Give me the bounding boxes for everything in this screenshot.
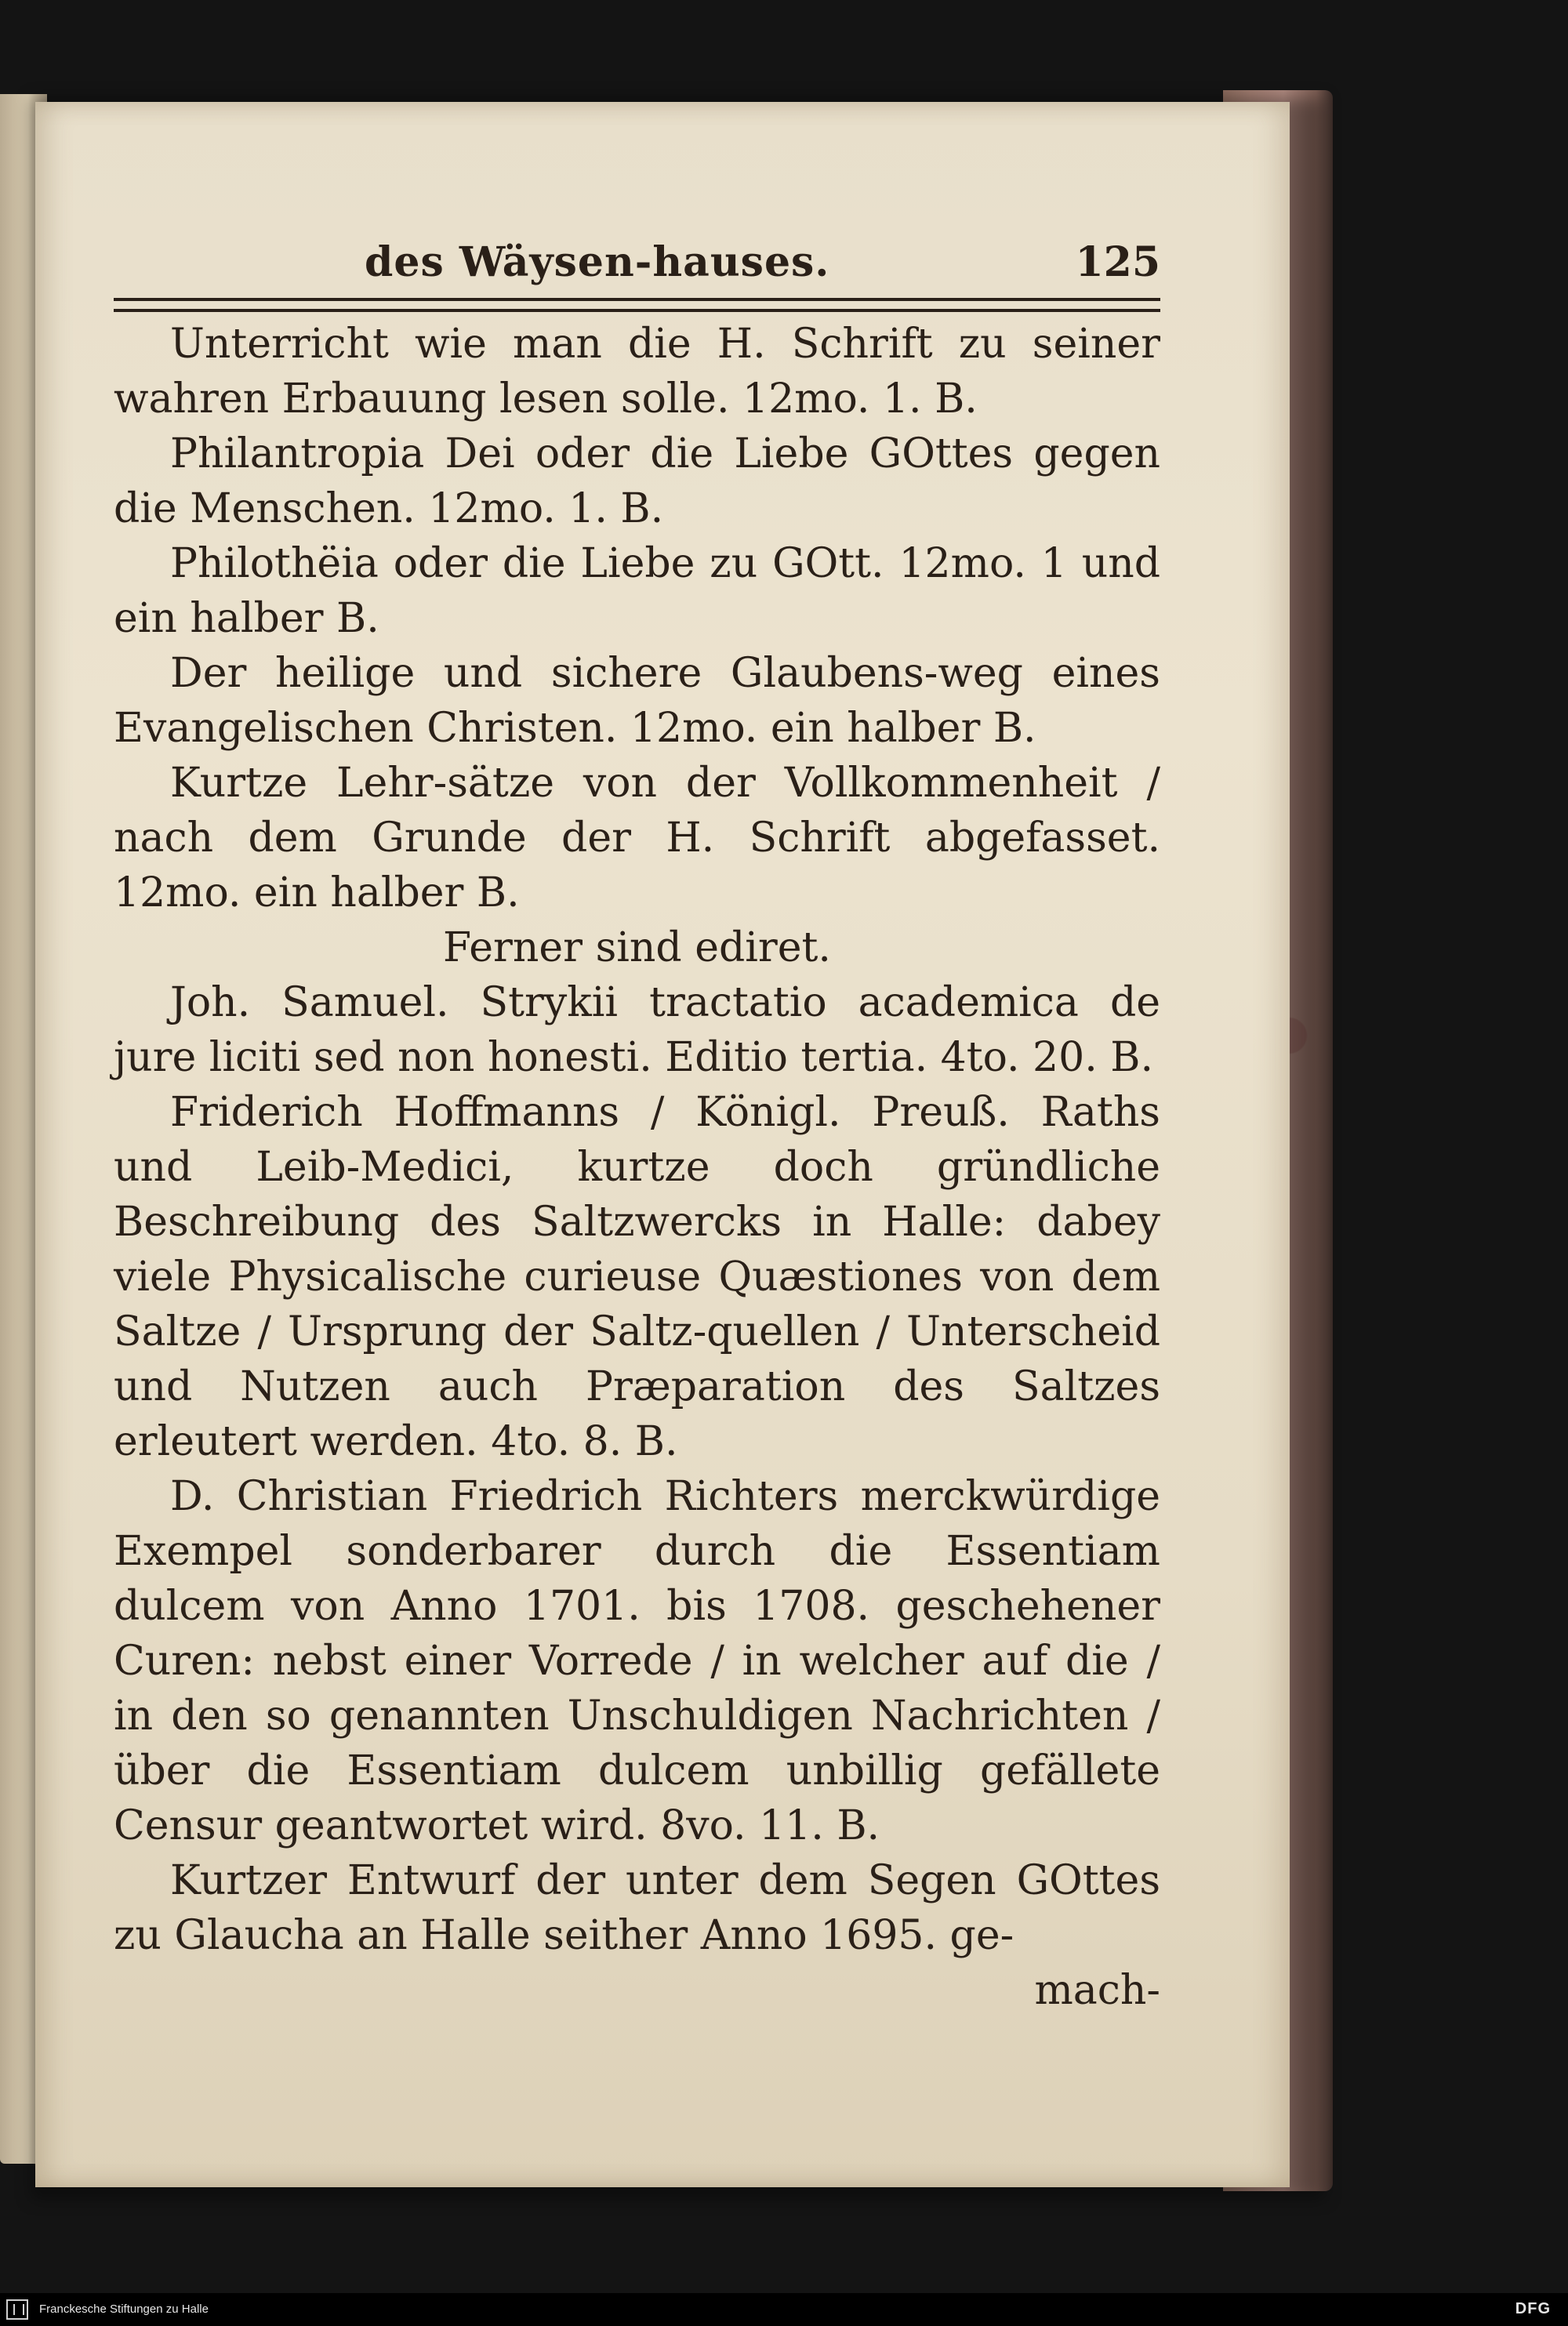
- entry-hoffmann: Friderich Hoffmanns / Königl. Preuß. Raths und Leib-Medici, kurtze doch gründliche Beschreibung des Saltzwercks in Halle: dabey viele Physicalische curieuse Quæstiones von dem Saltze / Ursprung der Saltz-quellen / Unterscheid und Nutzen auch Præparation des Saltzes erleutert werden. 4to. 8. B.: [114, 1089, 1160, 1465]
- footer-bar: [0, 2293, 1568, 2326]
- entry-unterricht: Unterricht wie man die H. Schrift zu seiner wahren Erbauung lesen solle. 12mo. 1. B.: [114, 321, 1160, 423]
- entry-glaubens-weg: Der heilige und sichere Glaubens-weg eines Evangelischen Christen. 12mo. ein halber B.: [114, 650, 1160, 752]
- entry-entwurf: Kurtzer Entwurf der unter dem Segen GOttes zu Glaucha an Halle seither Anno 1695. ge-: [114, 1857, 1160, 1959]
- page-number: 125: [1075, 238, 1160, 286]
- entry-lehr-saetze: Kurtze Lehr-sätze von der Vollkommenheit / nach dem Grunde der H. Schrift abgefasset. 12mo. ein halber B.: [114, 760, 1160, 916]
- section-heading: Ferner sind ediret.: [443, 924, 831, 971]
- entry-list: [114, 317, 1160, 2018]
- institution-label: Franckesche Stiftungen zu Halle: [39, 2302, 209, 2316]
- entry-richter: D. Christian Friedrich Richters merckwürdige Exempel sonderbarer durch die Essentiam dulcem von Anno 1701. bis 1708. geschehener Curen: nebst einer Vorrede / in welcher auf die / in den so genannten Unschuldigen Nachrichten / über die Essentiam dulcem unbillig gefällete Censur geantwortet wird. 8vo. 11. B.: [114, 1473, 1160, 1849]
- dfg-mark: DFG: [1515, 2300, 1551, 2317]
- catchword: mach-: [1034, 1967, 1160, 2014]
- header-rule: [114, 309, 1160, 312]
- entry-philotheia: Philothëia oder die Liebe zu GOtt. 12mo. 1 und ein halber B.: [114, 540, 1160, 642]
- running-head: [114, 227, 1160, 301]
- text-block: [114, 227, 1160, 2018]
- book-page: [35, 102, 1290, 2187]
- running-title: des Wäysen-hauses.: [365, 238, 830, 286]
- institution-logo-icon: [6, 2299, 28, 2320]
- entry-strykii: Joh. Samuel. Strykii tractatio academica de jure liciti sed non honesti. Editio tertia. 4to. 20. B.: [114, 979, 1160, 1081]
- entry-philantropia: Philantropia Dei oder die Liebe GOttes gegen die Menschen. 12mo. 1. B.: [114, 430, 1160, 532]
